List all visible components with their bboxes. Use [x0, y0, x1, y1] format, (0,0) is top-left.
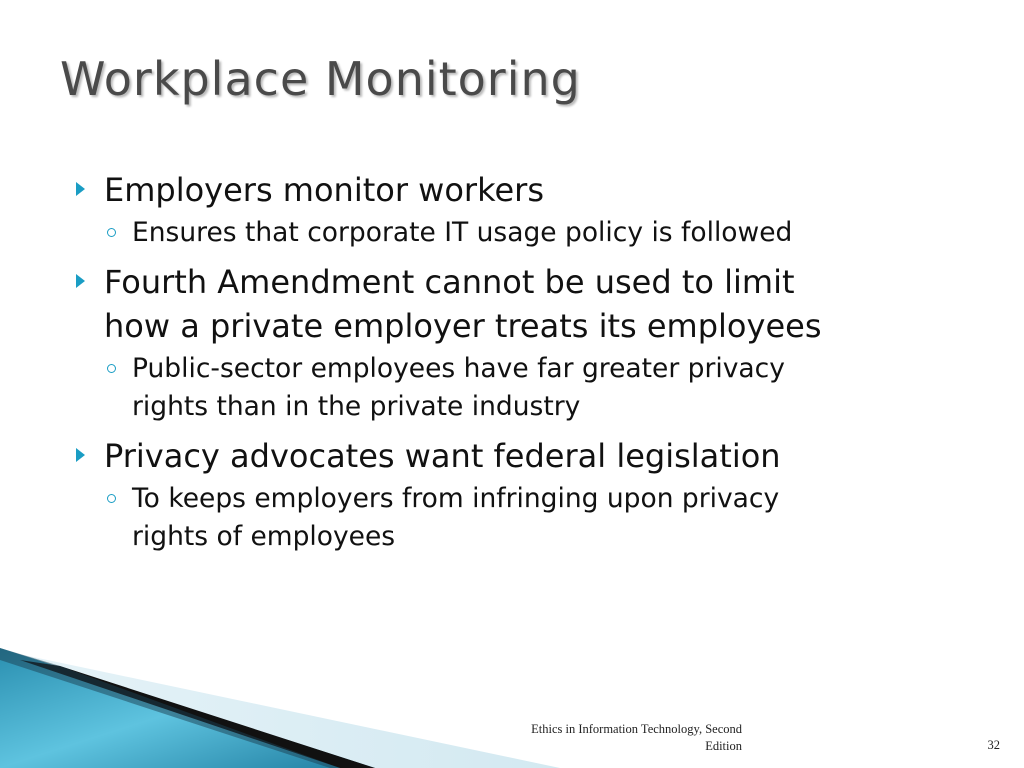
bullet-text: Privacy advocates want federal legislation — [104, 437, 781, 475]
triangle-bullet-icon — [76, 182, 85, 196]
bullet-text: Employers monitor workers — [104, 171, 544, 209]
bullet-text-line1: Fourth Amendment cannot be used to limit — [104, 263, 795, 301]
circle-bullet-icon — [107, 494, 116, 503]
bullet-fourth-amendment — [76, 260, 976, 348]
footer-line2: Edition — [705, 739, 742, 753]
triangle-bullet-icon — [76, 274, 85, 288]
page-number: 32 — [987, 738, 1000, 752]
circle-bullet-icon — [107, 364, 116, 373]
triangle-bullet-icon — [76, 448, 85, 462]
sub-bullet-text-line1: Public-sector employees have far greater privacy — [132, 353, 785, 384]
bullet-privacy-advocates — [76, 434, 976, 478]
footer-line1: Ethics in Information Technology, Second — [531, 722, 742, 736]
bullet-text-line2: how a private employer treats its employees — [104, 307, 822, 345]
sub-bullet-it-policy — [76, 214, 976, 252]
circle-bullet-icon — [107, 228, 116, 237]
footer-book-title — [442, 721, 742, 755]
bullet-employers-monitor — [76, 168, 976, 212]
sub-bullet-text-line2: rights than in the private industry — [132, 391, 581, 422]
sub-bullet-public-sector — [76, 350, 976, 426]
slide-title: Workplace Monitoring — [60, 52, 581, 106]
sub-bullet-infringing — [76, 480, 976, 556]
sub-bullet-text-line2: rights of employees — [132, 521, 396, 552]
sub-bullet-text: Ensures that corporate IT usage policy is followed — [132, 217, 793, 248]
sub-bullet-text-line1: To keeps employers from infringing upon privacy — [132, 483, 780, 514]
bullet-list — [76, 168, 976, 564]
